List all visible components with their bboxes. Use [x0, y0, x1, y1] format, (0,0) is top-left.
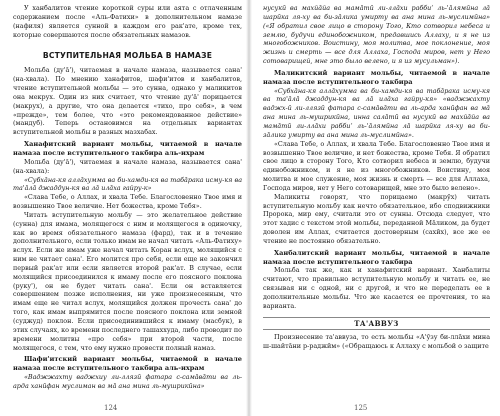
- subheading: Ханбалитский вариант мольбы, читаемой в начале намаза после вступительного такбира: [263, 248, 490, 266]
- subheading: Шафи'итский вариант мольбы, читаемой в начале намаза после вступительного такбира аль-ихрам: [13, 355, 242, 373]
- right-page: [248, 0, 500, 416]
- paragraph: Маликиты говорят, что порицаемо (макрӯх) читать вступительную мольбу как нечто обязательное, ибо сподвижники Пророка, мир ему, считали это от сунны. Отсюда следует, что этот хадис с текстом этой мольбы, переданной Мāликом, да будет доволен им Аллах, считается достоверным (сахӣх), все же ее чтение не постоянно обязательно.: [263, 192, 490, 245]
- paragraph: Мольба (ду'а̄'), читаемая в начале намаза, называется сана' (на‐хвала):: [13, 157, 242, 175]
- section-title: ВСТУПИТЕЛЬНАЯ МОЛЬБА В НАМАЗЕ: [42, 51, 213, 61]
- paragraph: У ханбалитов чтение короткой суры или аята с отлаченным содержанием после «Аль-Фатихи» в дополнительном намазе (нафиля) является сунной в каждом его рак'ате, кроме тех, которые совершаются после обязательных намазов.: [13, 4, 242, 39]
- transliteration: «Ваджжахту ваджхиу ли-ллязӣ фатара с-самāвāти ва ль-арда ханӣфан муслиман ва мā ана мина ль-мушрикӣна»: [13, 373, 242, 390]
- subheading: Ханафитский вариант мольбы, читаемой в начале намаза после вступительного такбира аль-ихрам: [13, 140, 242, 157]
- paragraph: Произнесение та'аввуза, то есть мольбы «А'ӯзу би-ллāхи мина ш-шайтāни р-раджӣм» («Обращаюсь к Аллаху с мольбой о защите: [263, 332, 490, 350]
- paragraph: Мольба (ду'а̄'), читаемая в начале намаза, называется сана' (на‐хвала). По мнению ханафитов, шафи'итов и ханбалитов, чтение вступительной мольбы — это сунна, однако у маликитов она мекрух. Один из них считает, что чтение ду'а̄' порицается (макрух), а другие, что она делается «тихо, про себя», в чем «прежде», тем более, что «это рекомендованное действие» (мандуб). Теперь остановимся на отдельных вариантах вступительной мольбы в разных мазхабах.: [13, 66, 242, 137]
- paragraph: Мольба так же, как и ханафитский вариант. Ханбалиты считают, что правильно вступительную мольбу и читать ее, не связывая ни с одной, ни с другой, и что не переделать ее в дополнительные мольбы. Что же касается ее прочтения, то на варианта.: [263, 266, 490, 310]
- subheading: Маликитский вариант мольбы, читаемой в начале намаза после вступительного такбира: [263, 68, 490, 86]
- translation: «Слава Тебе, о Аллах, и хвала Тебе. Благословенно Твое имя и возвышенно Твое величие. Нет божества, кроме Тебя».: [13, 193, 242, 211]
- transliteration: нусукӣ ва махйāйа ва мамāтӣ ли-ллāхи раббиʻ ль-'āлямӣна лā шарӣка ля-ху ва би-зāлика умирту ва ана мина ль-муслимӣна» («Я обратил свое лицо в сторону Того, Кто сотворил небеса и землю, будучи единобожником, предавшись Аллаху, и я не из многобожников. Воистину, моя молитва, мое поклонение, моя жизнь и смерть — все для Аллаха, Господа миров, нет у Него сотоварищей, мне это было велено, и я из мусульман»).: [263, 4, 490, 66]
- transliteration: «Субхāна-кя аллāхумма ва би-хамди-кя ва табāрака исму-кя ва та'āлā джаддун-кя ва лā илāха гайру-к»: [13, 175, 242, 193]
- transliteration: «Субхāна-кя аллāхумма ва би-хамди-кя ва табāрака исму-кя ва та'āлā джаддун-кя ва лā илāха гайру-кя» «ваджжахту ваджх-ӣ ли-ллязӣ фатара с-самāвāти ва ль-арда ханӣфан ва мā ана мина ль-мушрикӣна, инна салāтӣ ва нусукӣ ва махйāйа ва мамāтӣ ли-ллāхи раббиʻ ль-'āлямӣна лā шарӣка ля-ху ва би-зāлика умирту ва ана мина ль-муслимӣна».: [263, 86, 490, 139]
- paragraph: Читать вступительную мольбу — это желательное действие (сунна) для имама, молящегося с ним и молящегося в одиночку, как во время обязательного намаза (фард), так и в течение дополнительного, если только имам не начал читать «Аль-Фатиху» вслух. Если же имам уже начал читать Коран вслух, молящийся с ним не читает сана'. Его молится про себя, если еще не закончил первый рак'ат или если является второй рак'ат. В случае, если молящийся присоединился к имаму после его поясного поклона (руку'), он не будет читать сана'. Если он вставляется совершением позже исполнения, ни уже произнесенным, что имам еще не читал вслух, молящийся должен прочесть сана' до того, как имам выпрямится после поясного поклона или земной (суджуд) поклон. Если присоединившийся к имаму (масбук), в этих случаях, ко времени последнего ташаххуда, либо проводит по времени молитвы «про себя» при второй части, после молящегося, с тем, что ему нужно провести полный намаз.: [13, 210, 243, 352]
- section-box-title: ТА'АВВУЗ: [263, 317, 490, 330]
- left-page: [0, 0, 248, 416]
- page-number: 124: [104, 404, 118, 412]
- page-number: 125: [354, 404, 368, 412]
- translation: «Слава Тебе, о Аллах, и хвала Тебе. Благословенно Твое имя и возвышенно Твое величие, и нет божества, кроме Тебя. Я обратил свое лицо в сторону Того, Кто сотворил небеса и землю, будучи единобожником, и я не из многобожников. Воистину, моя молитва и мое служение, моя жизнь и смерть — все для Аллаха, Господа миров, нет у Него сотоварищей, мне это было велено».: [263, 139, 490, 192]
